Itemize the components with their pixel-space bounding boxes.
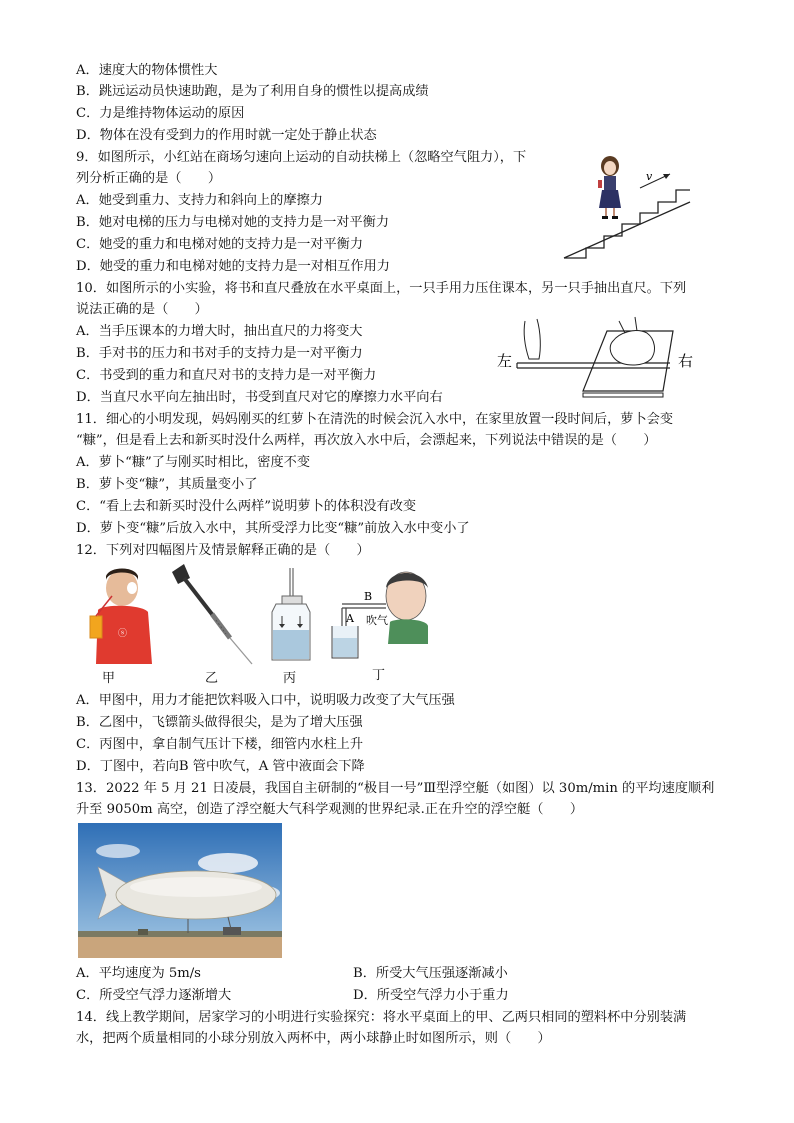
q10-stem-line1: 10．如图所示的小实验，将书和直尺叠放在水平桌面上，一只手用力压住课本，另一只手抽出直尺。下列 (76, 281, 687, 296)
q10-option-a: A．当手压课本的力增大时，抽出直尺的力将变大 (76, 324, 363, 339)
label-b: B (364, 590, 373, 603)
airship-photo (78, 823, 282, 958)
q8-option-d: D．物体在没有受到力的作用时就一定处于静止状态 (76, 128, 377, 143)
q13-option-a: A．平均速度为 5m/s (76, 966, 201, 981)
velocity-label: v (646, 170, 653, 183)
q8-option-a: A．速度大的物体惯性大 (76, 63, 218, 78)
q11-stem-line2: “糠”，但是看上去和新买时没什么两样，再次放入水中后，会漂起来，下列说法中错误的是（ ） (76, 433, 657, 448)
q12-option-b: B．乙图中，飞镖箭头做得很尖，是为了增大压强 (76, 715, 363, 730)
q13-stem-line1: 13．2022 年 5 月 21 日凌晨，我国自主研制的“极目一号”Ⅲ型浮空艇（如图）以 30m/min 的平均速度顺利 (76, 781, 715, 796)
label-a: A (346, 612, 354, 625)
q8-option-b: B．跳远运动员快速助跑，是为了利用自身的惯性以提高成绩 (76, 84, 429, 99)
q9-option-a: A．她受到重力、支持力和斜向上的摩擦力 (76, 193, 323, 208)
q13-option-c: C．所受空气浮力逐渐增大 (76, 988, 232, 1003)
q9-option-b: B．她对电梯的压力与电梯对她的支持力是一对平衡力 (76, 215, 390, 230)
q9-stem-line2: 列分析正确的是（ ） (76, 171, 222, 186)
left-label: 左 (497, 352, 513, 370)
q10-stem-line2: 说法正确的是（ ） (76, 302, 208, 317)
blowing-tube-image (328, 566, 433, 662)
q10-option-b: B．手对书的压力和书对手的支持力是一对平衡力 (76, 346, 363, 361)
q10-option-d: D．当直尺水平向左抽出时，书受到直尺对它的摩擦力水平向右 (76, 390, 443, 405)
q14-stem-line2: 水，把两个质量相同的小球分别放入两杯中，两小球静止时如图所示，则（ ） (76, 1031, 551, 1046)
q11-option-d: D．萝卜变“糠”后放入水中，其所受浮力比变“糠”前放入水中变小了 (76, 521, 470, 536)
q11-option-c: C．“看上去和新买时没什么两样”说明萝卜的体积没有改变 (76, 499, 417, 514)
barometer-bottle-image (266, 566, 316, 666)
q12-option-c: C．丙图中，拿自制气压计下楼，细管内水柱上升 (76, 737, 364, 752)
q13-option-d: D．所受空气浮力小于重力 (353, 988, 509, 1003)
q12-option-a: A．甲图中，用力才能把饮料吸入口中，说明吸力改变了大气压强 (76, 693, 455, 708)
q9-option-c: C．她受的重力和电梯对她的支持力是一对平衡力 (76, 237, 364, 252)
girl-figure (598, 156, 621, 219)
q10-option-c: C．书受到的重力和直尺对书的支持力是一对平衡力 (76, 368, 377, 383)
q12-stem: 12．下列对四幅图片及情景解释正确的是（ ） (76, 543, 370, 558)
q11-stem-line1: 11．细心的小明发现，妈妈刚买的红萝卜在清洗的时候会沉入水中，在家里放置一段时间后，萝卜会变 (76, 412, 674, 427)
q8-option-c: C．力是维持物体运动的原因 (76, 106, 245, 121)
caption-ding: 丁 (372, 668, 386, 683)
q9-option-d: D．她受的重力和电梯对她的支持力是一对相互作用力 (76, 259, 390, 274)
book-ruler-figure (495, 313, 705, 403)
q14-stem-line1: 14．线上教学期间，居家学习的小明进行实验探究：将水平桌面上的甲、乙两只相同的塑料杯中分别装满 (76, 1010, 687, 1025)
q13-option-b: B．所受大气压强逐渐减小 (353, 966, 508, 981)
q13-stem-line2: 升至 9050m 高空，创造了浮空艇大气科学观测的世界纪录.正在升空的浮空艇（ ） (76, 802, 584, 817)
boy-drinking-image (78, 566, 158, 664)
caption-yi: 乙 (205, 671, 219, 686)
right-label: 右 (678, 352, 694, 370)
q9-stem-line1: 9．如图所示，小红站在商场匀速向上运动的自动扶梯上（忽略空气阻力），下 (76, 150, 527, 165)
label-blow: 吹气 (366, 614, 388, 627)
q11-option-a: A．萝卜“糠”了与刚买时相比，密度不变 (76, 455, 311, 470)
caption-bing: 丙 (283, 671, 297, 686)
q11-option-b: B．萝卜变“糠”，其质量变小了 (76, 477, 258, 492)
q12-option-d: D．丁图中，若向B 管中吹气，A 管中液面会下降 (76, 759, 365, 774)
dart-image (168, 564, 258, 666)
svg-text:ⓢ: ⓢ (118, 629, 128, 639)
caption-jia: 甲 (102, 671, 116, 686)
escalator-figure (560, 150, 695, 265)
